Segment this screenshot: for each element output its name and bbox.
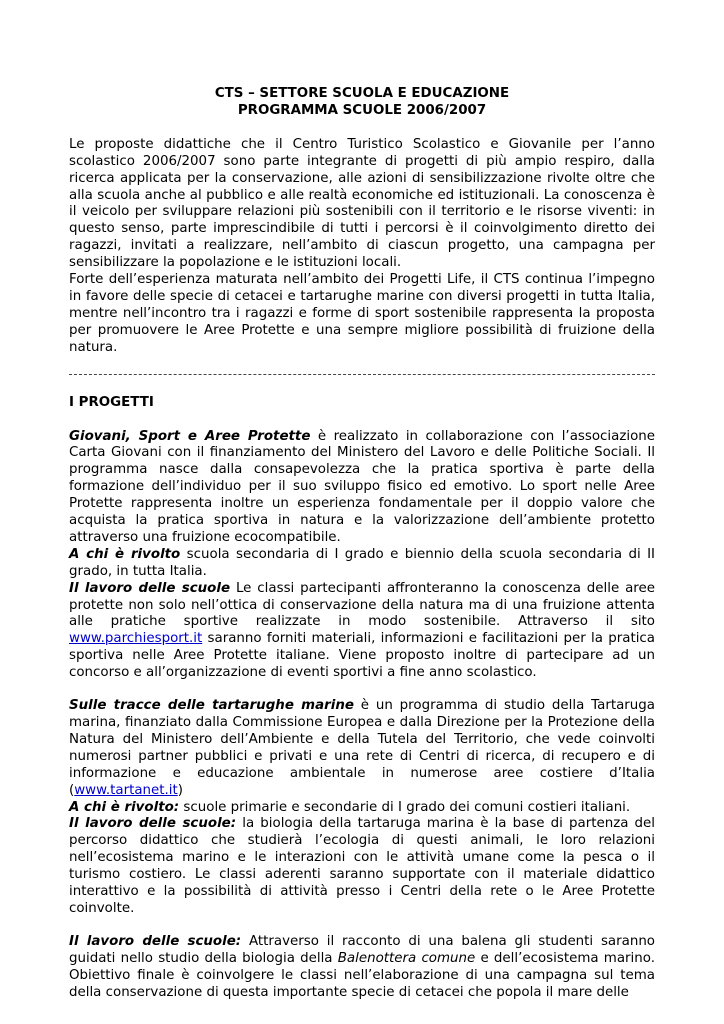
project2-name: Sulle tracce delle tartarughe marine bbox=[69, 698, 354, 714]
project3-species: Balenottera comune bbox=[337, 950, 476, 966]
project2-work bbox=[69, 816, 655, 917]
title-line-2: PROGRAMMA SCUOLE 2006/2007 bbox=[237, 102, 487, 118]
project1-work bbox=[69, 581, 655, 682]
project1-work-text-before: Le classi partecipanti affronteranno la conoscenza delle aree protette non solo nell’ottica di conservazione della natura ma di una fruizione attenta alle pratiche sportive realizzate in modo sostenibile. Attraverso il sito bbox=[69, 580, 655, 630]
project3-text-before: Attraverso il racconto di una balena gli studenti saranno guidati nello studio della biologia della bbox=[69, 933, 656, 966]
project2-target bbox=[69, 800, 655, 817]
project2-work-text: la biologia della tartaruga marina è la base di partenza del percorso didattico che studierà l’ecologia di questi animali, le loro relazioni nell’ecosistema marino e le interazioni con le attività umane come la pesca o il turismo costiero. Le classi aderenti saranno supportate con il materiale didattico interattivo e la possibilità di attività presso i Centri della rete o le Aree Protette coinvolte. bbox=[69, 816, 656, 916]
dashed-divider bbox=[69, 374, 655, 375]
parchiesport-link[interactable]: www.parchiesport.it bbox=[69, 631, 203, 647]
project2-target-label: A chi è rivolto: bbox=[69, 799, 180, 815]
project2-work-label: Il lavoro delle scuole: bbox=[69, 816, 237, 832]
document-page bbox=[69, 86, 655, 1002]
project2-description bbox=[69, 698, 655, 799]
project1-work-label: Il lavoro delle scuole bbox=[69, 580, 231, 596]
intro-paragraph-1: Le proposte didattiche che il Centro Turistico Scolastico e Giovanile per l’anno scolastico 2006/2007 sono parte integrante di progetti di più ampio respiro, dalla ricerca applicata per la conservazione, alle azioni di sensibilizzazione rivolte oltre che alla scuola anche al pubblico e alle realtà economiche ed istituzionali. La conoscenza è il veicolo per sviluppare relazioni più sostenibili con il territorio e le risorse viventi: in questo senso, parte imprescindibile di tutti i percorsi è il coinvolgimento diretto dei ragazzi, invitati a realizzare, nell’ambito di ciascun progetto, una campagna per sensibilizzare la popolazione e le istituzioni locali. bbox=[69, 136, 655, 271]
project1-name: Giovani, Sport e Aree Protette bbox=[69, 428, 311, 444]
project2-description-before: è un programma di studio della Tartaruga marina, finanziato dalla Commissione Europea e dalla Direzione per la Protezione della Natura del Ministero dell’Ambiente e della Tutela del Territorio, che vede coinvolti numerosi partner pubblici e privati e una rete di Centri di ricerca, di recupero e di informazione e educazione ambientale in numerose aree costiere d’Italia ( bbox=[69, 698, 655, 798]
tartanet-link[interactable]: www.tartanet.it bbox=[74, 782, 178, 798]
title-line-1: CTS – SETTORE SCUOLA E EDUCAZIONE bbox=[214, 86, 510, 101]
project1-work-text-after: saranno forniti materiali, informazioni e facilitazioni per la pratica sportiva nelle Aree Protette italiane. Viene proposto inoltre di partecipare ad un concorso e all’organizzazione di eventi sportivi a fine anno scolastico. bbox=[69, 631, 655, 681]
project3-work bbox=[69, 934, 655, 1002]
project1-description-text: è realizzato in collaborazione con l’associazione Carta Giovani con il finanziamento del Ministero del Lavoro e delle Politiche Sociali. Il programma nasce dalla consapevolezza che la pratica sportiva è parte della formazione dell’individuo per il suo sviluppo fisico ed emotivo. Lo sport nelle Aree Protette rappresenta inoltre un esperienza fondamentale per il doppio valore che acquista la pratica sportiva in natura e la valorizzazione dell’ambiente protetto attraverso una fruizione ecocompatibile. bbox=[69, 428, 655, 545]
project3-text-after: e dell’ecosistema marino. Obiettivo finale è coinvolgere le classi nell’elaborazione di una campagna sul tema della conservazione di questa importante specie di cetacei che popola il mare delle bbox=[69, 950, 655, 1000]
project2-target-text: scuole primarie e secondarie di I grado dei comuni costieri italiani. bbox=[179, 799, 631, 815]
section-heading: I PROGETTI bbox=[69, 394, 154, 410]
project1-target-label: A chi è rivolto bbox=[69, 546, 181, 562]
intro-paragraph-2: Forte dell’esperienza maturata nell’ambito dei Progetti Life, il CTS continua l’impegno in favore delle specie di cetacei e tartarughe marine con diversi progetti in tutta Italia, mentre nell’incontro tra i ragazzi e forme di sport sostenibile rappresenta la proposta per promuovere le Aree Protette e una sempre migliore possibilità di fruizione della natura. bbox=[69, 272, 655, 355]
project3-work-label: Il lavoro delle scuole: bbox=[69, 933, 242, 949]
project1-description bbox=[69, 429, 655, 547]
project1-target-text: scuola secondaria di I grado e biennio della scuola secondaria di II grado, in tutta Italia. bbox=[69, 546, 655, 579]
project2-description-after: ) bbox=[177, 782, 183, 798]
project1-target bbox=[69, 547, 655, 581]
